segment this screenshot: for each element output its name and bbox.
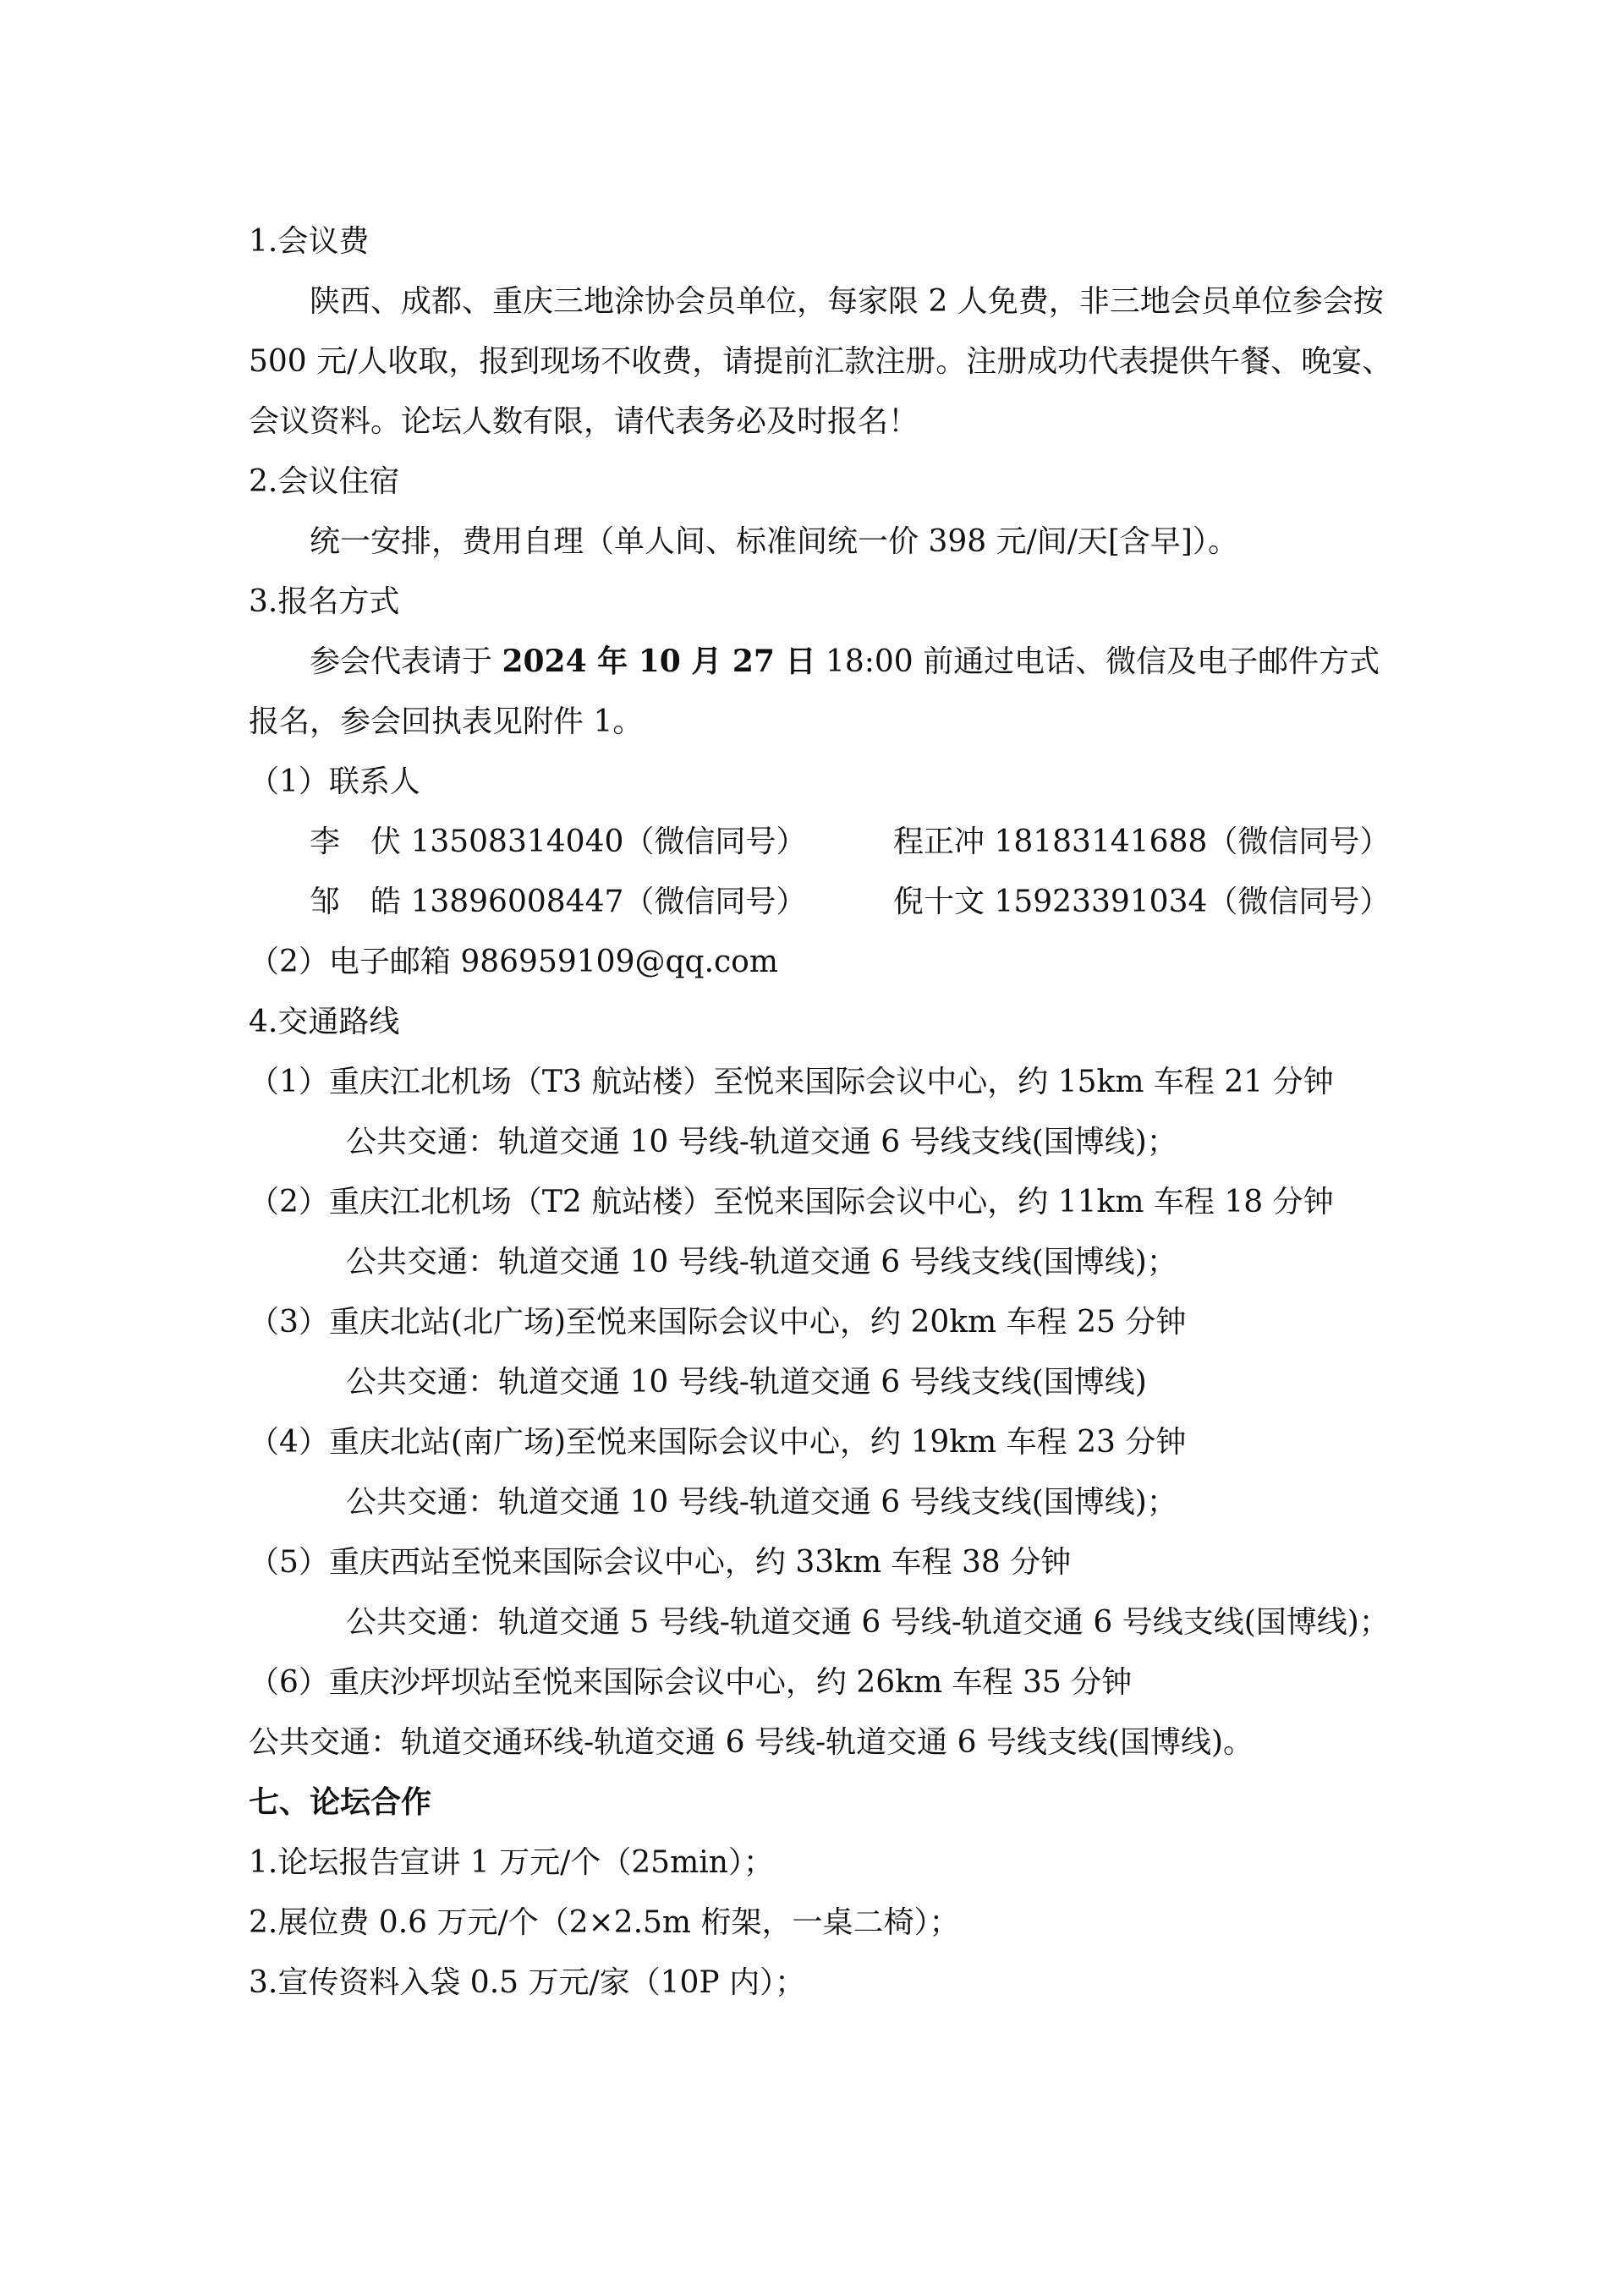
section-heading-signup: 3.报名方式 [249, 584, 400, 619]
fee-paragraph: 陕西、成都、重庆三地涂协会员单位，每家限 2 人免费，非三地会员单位参会按 500 元/人收取，报到现场不收费，请提前汇款注册。注册成功代表提供午餐、晚宴、会议资料。论坛人数有限，请代表务必及时报名！ [249, 284, 1393, 439]
route-title: （2）重庆江北机场（T2 航站楼）至悦来国际会议中心，约 11km 车程 18 分钟 [249, 1185, 1334, 1219]
section-heading-transport: 4.交通路线 [249, 1005, 400, 1039]
route-transit: 公共交通：轨道交通 10 号线-轨道交通 6 号线支线(国博线) [346, 1365, 1147, 1400]
lodging-paragraph: 统一安排，费用自理（单人间、标准间统一价 398 元/间/天[含早]）。 [310, 524, 1238, 559]
cooperation-item: 3.宣传资料入袋 0.5 万元/家（10P 内）； [249, 1965, 806, 2000]
route-title: （6）重庆沙坪坝站至悦来国际会议中心，约 26km 车程 35 分钟 [249, 1665, 1133, 1700]
route-title: （5）重庆西站至悦来国际会议中心，约 33km 车程 38 分钟 [249, 1545, 1072, 1580]
cooperation-item: 1.论坛报告宣讲 1 万元/个（25min）； [249, 1845, 774, 1880]
contact-entry: 倪十文 15923391034（微信同号） [893, 885, 1391, 919]
signup-deadline-date: 2024 年 10 月 27 日 [502, 644, 816, 679]
signup-paragraph [249, 632, 1399, 752]
document-page [249, 211, 1399, 2013]
route-transit: 公共交通：轨道交通环线-轨道交通 6 号线-轨道交通 6 号线支线(国博线)。 [249, 1725, 1254, 1760]
signup-paragraph-suffix: 18:00 前通过电话、微信及电子邮件方式报名，参会回执表见附件 1。 [249, 644, 1380, 739]
route-transit: 公共交通：轨道交通 5 号线-轨道交通 6 号线-轨道交通 6 号线支线(国博线)； [346, 1605, 1390, 1640]
contact-row [249, 872, 1399, 932]
section-heading-fee: 1.会议费 [249, 224, 370, 259]
route-transit: 公共交通：轨道交通 10 号线-轨道交通 6 号线支线(国博线)； [346, 1245, 1177, 1280]
route-title: （1）重庆江北机场（T3 航站楼）至悦来国际会议中心，约 15km 车程 21 分钟 [249, 1065, 1334, 1099]
contact-entry: 邹 皓 13896008447（微信同号） [310, 885, 807, 919]
cooperation-item: 2.展位费 0.6 万元/个（2×2.5m 桁架，一桌二椅）； [249, 1905, 960, 1940]
route-title: （3）重庆北站(北广场)至悦来国际会议中心，约 20km 车程 25 分钟 [249, 1305, 1187, 1340]
signup-paragraph-prefix: 参会代表请于 [310, 644, 502, 679]
route-title: （4）重庆北站(南广场)至悦来国际会议中心，约 19km 车程 23 分钟 [249, 1425, 1187, 1460]
section-heading-cooperation: 七、论坛合作 [249, 1785, 432, 1820]
section-heading-lodging: 2.会议住宿 [249, 464, 400, 499]
contact-row [249, 812, 1399, 872]
route-transit: 公共交通：轨道交通 10 号线-轨道交通 6 号线支线(国博线)； [346, 1125, 1177, 1159]
route-transit: 公共交通：轨道交通 10 号线-轨道交通 6 号线支线(国博线)； [346, 1485, 1177, 1520]
email-line: （2）电子邮箱 986959109@qq.com [249, 945, 778, 979]
contact-entry: 程正冲 18183141688（微信同号） [893, 825, 1391, 859]
contacts-heading: （1）联系人 [249, 764, 420, 799]
contact-entry: 李 伏 13508314040（微信同号） [310, 825, 807, 859]
